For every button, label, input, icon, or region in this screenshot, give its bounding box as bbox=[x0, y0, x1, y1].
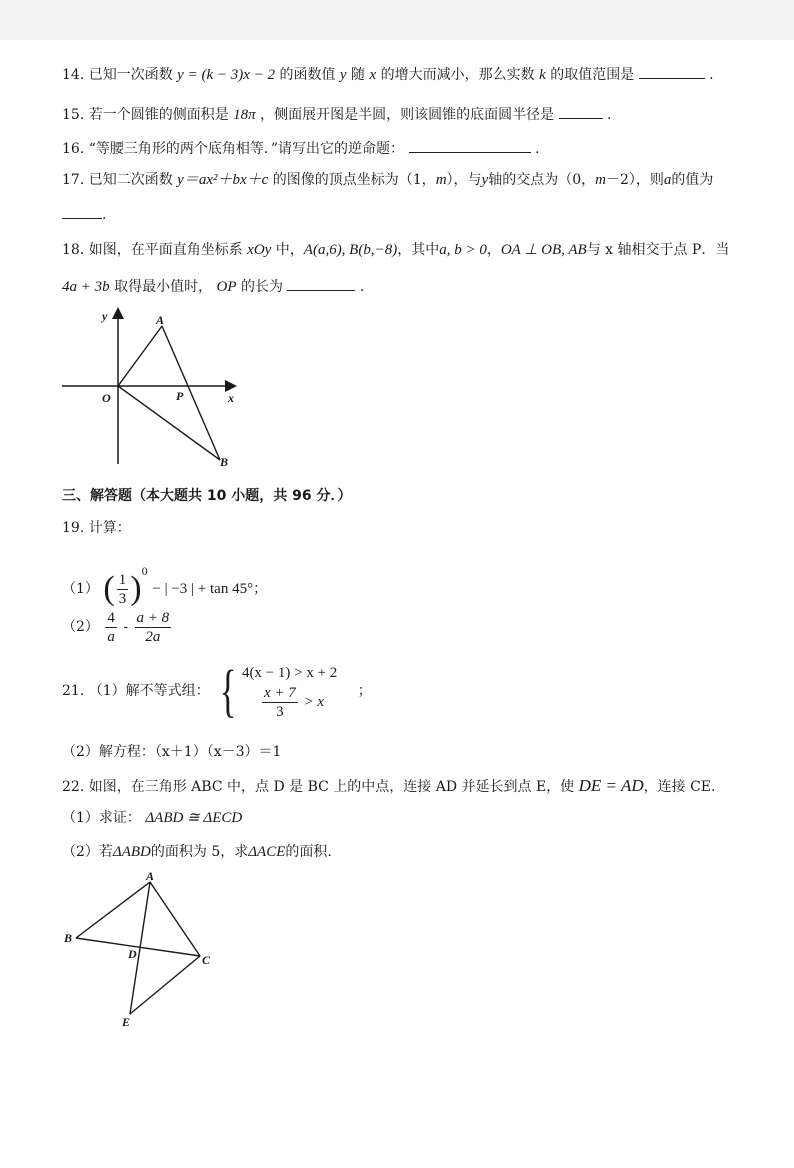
question-number: 14. bbox=[62, 67, 85, 83]
fraction bbox=[105, 609, 117, 646]
math-expression: OA ⊥ OB, AB bbox=[500, 242, 587, 258]
inequality-2 bbox=[242, 684, 337, 721]
answer-blank[interactable] bbox=[639, 64, 705, 79]
segment-bc bbox=[76, 938, 200, 956]
math-expression: ΔABD bbox=[112, 844, 151, 860]
fraction-numerator: 4 bbox=[107, 609, 115, 626]
question-text: 中， bbox=[275, 242, 304, 258]
question-text: 的增大而减小，那么实数 bbox=[380, 67, 535, 83]
question-14 bbox=[62, 64, 714, 85]
y-axis-label: y bbox=[102, 309, 108, 323]
question-16 bbox=[62, 138, 539, 159]
question-text: ，连接 CE. bbox=[643, 779, 716, 795]
question-text: 随 bbox=[351, 67, 366, 83]
part-label: （2）若 bbox=[62, 844, 113, 860]
q22-triangle-figure bbox=[60, 870, 220, 1030]
fraction bbox=[117, 571, 129, 608]
question-21-part-1 bbox=[62, 656, 372, 726]
point-b-label: B bbox=[220, 455, 229, 469]
inequality-1: 4(x − 1) > x + 2 bbox=[241, 664, 338, 681]
question-text: 的长为 bbox=[240, 279, 283, 295]
question-text: . bbox=[102, 207, 107, 223]
question-text: “等腰三角形的两个底角相等．”请写出它的逆命题： bbox=[88, 141, 405, 157]
part-label: （1） bbox=[62, 581, 99, 597]
segment-ac bbox=[150, 882, 200, 956]
right-paren: ) bbox=[130, 570, 142, 607]
part-label: （2） bbox=[62, 619, 99, 635]
left-paren: ( bbox=[103, 570, 115, 607]
math-expression: A(a,6), B(b,−8) bbox=[303, 242, 398, 258]
section-3-heading: 三、解答题（本大题共 10 小题，共 96 分．） bbox=[62, 488, 352, 504]
math-expression: 4a + 3b bbox=[62, 279, 110, 295]
math-expression: a, b > 0 bbox=[439, 242, 487, 258]
question-text: 的图像的顶点坐标为（1， bbox=[272, 172, 436, 188]
math-expression: DE = AD bbox=[578, 776, 644, 795]
math-variable: k bbox=[539, 67, 546, 83]
answer-blank[interactable] bbox=[409, 138, 531, 153]
q18-coordinate-figure bbox=[56, 304, 246, 472]
question-number: 15. bbox=[62, 107, 85, 123]
question-text: 的面积为 5，求 bbox=[150, 844, 249, 860]
point-c-label: C bbox=[202, 953, 211, 967]
question-text: 若一个圆锥的侧面积是 bbox=[88, 107, 229, 123]
question-number: 22. bbox=[62, 779, 85, 795]
math-variable: a bbox=[663, 172, 672, 188]
question-15 bbox=[62, 104, 612, 125]
x-axis-label: x bbox=[228, 391, 234, 405]
math-expression: OP bbox=[216, 279, 237, 295]
point-p-label: P bbox=[176, 389, 184, 403]
question-text: . bbox=[709, 67, 714, 83]
question-text: 轴的交点为（0， bbox=[488, 172, 596, 188]
question-text: 已知二次函数 bbox=[88, 172, 173, 188]
scan-top-band bbox=[0, 0, 794, 40]
question-text: ； bbox=[357, 683, 372, 699]
question-text: －2），则 bbox=[605, 172, 664, 188]
math-expression: ΔACE bbox=[248, 844, 286, 860]
answer-blank[interactable] bbox=[287, 276, 355, 291]
question-text: 如图，在三角形 ABC 中，点 D 是 BC 上的中点，连接 AD 并延长到点 E，使 bbox=[88, 779, 575, 795]
question-text: . bbox=[534, 141, 540, 157]
math-expression: > x bbox=[303, 693, 324, 710]
exponent: 0 bbox=[141, 567, 148, 578]
point-e-label: E bbox=[122, 1015, 131, 1029]
question-text: ），与 bbox=[446, 172, 482, 188]
segment-oa bbox=[118, 326, 162, 386]
question-text: （1）解不等式组： bbox=[88, 683, 210, 699]
question-19-part-2 bbox=[62, 606, 173, 648]
fraction-denominator: 3 bbox=[276, 703, 284, 720]
segment-ab bbox=[162, 326, 220, 460]
point-a-label: A bbox=[146, 869, 155, 883]
math-expression: y = (k − 3)x − 2 bbox=[177, 67, 276, 83]
fraction bbox=[262, 684, 298, 721]
part-label: （1）求证： bbox=[62, 810, 141, 826]
question-19 bbox=[62, 518, 131, 538]
question-18 bbox=[62, 240, 729, 260]
fraction-denominator: 2a bbox=[145, 628, 161, 645]
answer-blank[interactable] bbox=[62, 204, 102, 219]
question-number: 18. bbox=[62, 242, 85, 258]
question-17 bbox=[62, 170, 713, 190]
math-variable: y bbox=[481, 172, 489, 188]
math-variable: x bbox=[369, 67, 377, 83]
fraction-numerator: 1 bbox=[118, 571, 127, 588]
origin-label: O bbox=[102, 391, 111, 405]
segment-ce bbox=[130, 956, 200, 1014]
question-text: 的值为 bbox=[671, 172, 714, 188]
question-21-part-2 bbox=[62, 742, 281, 762]
fraction-denominator: a bbox=[107, 628, 115, 645]
question-text: （2）解方程：（x＋1）（x－3）＝1 bbox=[62, 744, 282, 760]
math-expression: y＝ax²＋bx＋c bbox=[177, 172, 269, 188]
point-b-label: B bbox=[64, 931, 73, 945]
point-d-label: D bbox=[128, 947, 137, 961]
point-a-label: A bbox=[156, 313, 165, 327]
question-17-answer-line bbox=[62, 204, 106, 225]
question-text: ， bbox=[486, 242, 501, 258]
question-text: ； bbox=[253, 581, 268, 597]
system-brace: { bbox=[219, 658, 237, 723]
question-22-part-1 bbox=[62, 808, 242, 828]
minus-sign: - bbox=[123, 619, 129, 635]
question-18-line-2 bbox=[62, 276, 364, 297]
segment-ab bbox=[76, 882, 150, 938]
question-text: 取得最小值时， bbox=[114, 279, 213, 295]
question-text: 的取值范围是 bbox=[550, 67, 635, 83]
question-22-part-2 bbox=[62, 842, 332, 862]
math-expression: ΔABD ≅ ΔECD bbox=[145, 810, 243, 826]
question-text: ，侧面展开图是半圆，则该圆锥的底面圆半径是 bbox=[260, 107, 555, 123]
fraction bbox=[135, 609, 172, 646]
question-number: 17. bbox=[62, 172, 85, 188]
question-19-part-1 bbox=[62, 552, 267, 610]
fraction-denominator: 3 bbox=[118, 590, 127, 607]
question-text: 与 x 轴相交于点 P．当 bbox=[586, 242, 730, 258]
fraction-numerator: x + 7 bbox=[263, 684, 296, 701]
question-text: 的面积. bbox=[285, 844, 332, 860]
fraction-numerator: a + 8 bbox=[136, 609, 170, 626]
question-text: . bbox=[359, 279, 365, 295]
question-text: 的函数值 bbox=[279, 67, 336, 83]
question-text: . bbox=[607, 107, 612, 123]
math-variable: m bbox=[435, 172, 447, 188]
question-text: 计算： bbox=[88, 520, 131, 536]
question-text: 已知一次函数 bbox=[88, 67, 173, 83]
question-22 bbox=[62, 776, 715, 797]
math-expression: − | −3 | + tan 45° bbox=[152, 581, 254, 597]
inequality-system bbox=[242, 662, 337, 721]
math-variable: m bbox=[595, 172, 606, 188]
answer-blank[interactable] bbox=[559, 104, 603, 119]
question-number: 21. bbox=[62, 683, 85, 699]
question-number: 16. bbox=[62, 141, 85, 157]
question-number: 19. bbox=[62, 520, 85, 536]
math-expression: xOy bbox=[247, 242, 272, 258]
question-text: ，其中 bbox=[397, 242, 440, 258]
math-variable: y bbox=[339, 67, 347, 83]
question-text: 如图，在平面直角坐标系 bbox=[88, 242, 243, 258]
math-expression: 18π bbox=[233, 107, 256, 123]
